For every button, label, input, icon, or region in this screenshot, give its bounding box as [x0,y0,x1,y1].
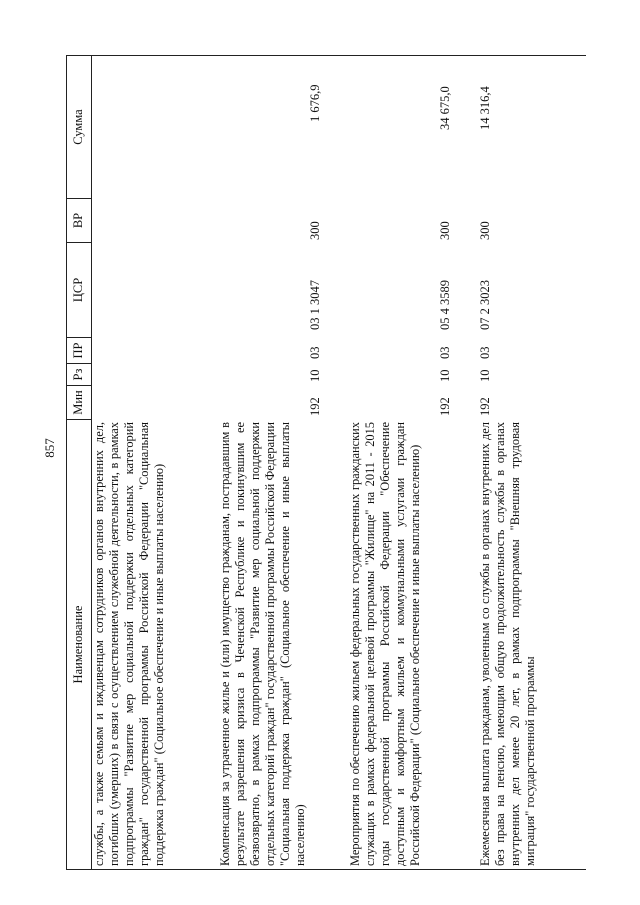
cell-rz: 10 [438,369,452,382]
budget-table [66,55,586,870]
row-description: Мероприятия по обеспечению жильем федеральных государственных гражданских служащих в рамках федеральной целевой программы "Жилище" на 2011 - 2015 годы государственной программы Российской Федерации "Обеспечение доступным и комфортным жильем и коммунальными услугами граждан Российской Федерации" (Социальное обеспечение и иные выплаты населению) [348,422,422,866]
cell-min: 192 [308,397,322,416]
cell-csr: 03 1 3047 [308,280,322,330]
table-body [90,55,586,870]
header-name: Наименование [67,420,91,870]
table-row [348,55,458,870]
cell-rz: 10 [478,369,492,382]
cell-csr: 05 4 3589 [438,280,452,330]
cell-sum: 1 676,9 [308,84,322,122]
cell-rz: 10 [308,369,322,382]
header-rz: Рз [67,364,91,386]
header-csr: ЦСР [67,243,91,338]
header-pr: ПР [67,338,91,364]
table-row [478,55,584,870]
column-divider [66,419,90,420]
rotated-table-container [54,55,594,870]
header-vr: ВР [67,199,91,243]
header-min: Мин [67,386,91,420]
cell-vr: 300 [478,221,492,240]
row-description: Компенсация за утраченное жилье и (или) имущество гражданам, пострадавшим в результате разрешения кризиса в Чеченской Республике и покинувшим ее безвозвратно, в рамках подпрограммы "Развитие мер социальной поддержки отдельных категорий граждан" государственной программы Российской Федерации "Социальная поддержка граждан" (Социальное обеспечение и иные выплаты населению) [218,422,307,866]
cell-vr: 300 [308,221,322,240]
cell-min: 192 [438,397,452,416]
cell-pr: 03 [308,346,322,359]
cell-vr: 300 [438,221,452,240]
row-description: Ежемесячная выплата гражданам, уволенным со службы в органах внутренних дел без права на пенсию, имеющим общую продолжительность службы в органах внутренних дел менее 20 лет, в рамках подпрограммы "Внешняя трудовая миграция" государственной программы [478,422,537,866]
table-row [92,55,202,870]
cell-pr: 03 [478,346,492,359]
row-description: службы, а также семьям и иждивенцам сотрудников органов внутренних дел, погибших (умерших) в связи с осуществлением служебной деятельности, в рамках подпрограммы "Развитие мер социальной поддержки отдельных категорий граждан" государственной программы Российской Федерации "Социальная поддержка граждан" (Социальное обеспечение и иные выплаты населению) [92,422,166,866]
cell-csr: 07 2 3023 [478,280,492,330]
header-sum: Сумма [67,55,91,199]
table-row [218,55,328,870]
cell-pr: 03 [438,346,452,359]
cell-min: 192 [478,397,492,416]
cell-sum: 34 675,0 [438,86,452,130]
page-number: 857 [42,438,57,458]
cell-sum: 14 316,4 [478,86,492,130]
table-header-row [66,55,92,870]
